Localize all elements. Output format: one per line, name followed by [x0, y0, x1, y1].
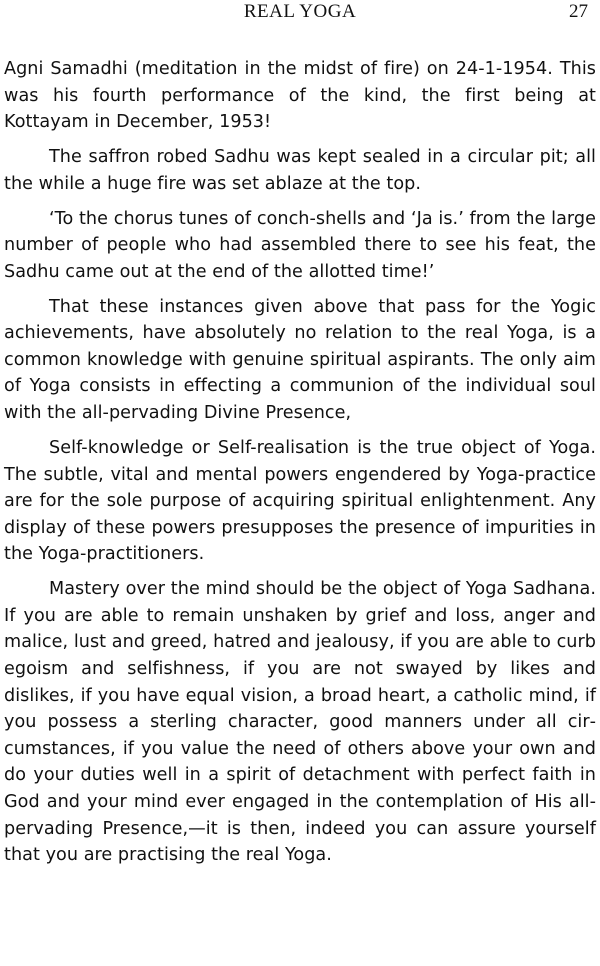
paragraph-agni-samadhi: Agni Samadhi (meditation in the midst of fire) on 24-1-1954. This was his fourth performance of the kind, the first being at Kottayam in December, 1953!: [4, 59, 596, 133]
paragraph-yogic-achievements: That these instances given above that pass for the Yogic achievements, have absolutely no relation to the real Yoga, is a common knowledge with genuine spiritual aspirants. The only aim of Yoga consists in effecting a communion of the individual soul with the all-pervading Divine Presence,: [4, 296, 596, 424]
paragraph-saffron-sadhu: The saffron robed Sadhu was kept sealed in a circular pit; all the while a huge fire was set ablaze at the top.: [4, 147, 596, 194]
body-text: [4, 56, 596, 877]
page-header: [0, 0, 600, 26]
paragraph-chorus-quote: ‘To the chorus tunes of conch-shells and ‘Ja is.’ from the large number of people who had assembled there to see his feat, the Sadhu came out at the end of the allotted time!’: [4, 208, 596, 282]
running-head-title: REAL YOGA: [243, 1, 357, 22]
page-number: 27: [569, 1, 588, 22]
paragraph-self-knowledge: Self-knowledge or Self-realisation is the true object of Yoga. The subtle, vital and mental powers engendered by Yoga-practice are for the sole purpose of acquiring spiritual enlightenment. Any display of these powers presupposes the presence of impurities in the Yoga-practitioners.: [4, 437, 596, 565]
paragraph-mastery-over-mind: Mastery over the mind should be the object of Yoga Sadhana. If you are able to remain unshaken by grief and loss, anger and malice, lust and greed, hatred and jealousy, if you are able to curb egoism and selfishness, if you are not swayed by likes and dislikes, if you have equal vision, a broad heart, a catholic mind, if you possess a sterling character, good manners under all circumstances, if you value the need of others above your own and do your duties well in a spirit of detachment with perfect faith in God and your mind ever engaged in the contemplation of His all-pervading Presence,—it is then, indeed you can assure yourself that you are practising the real Yoga.: [4, 579, 596, 866]
